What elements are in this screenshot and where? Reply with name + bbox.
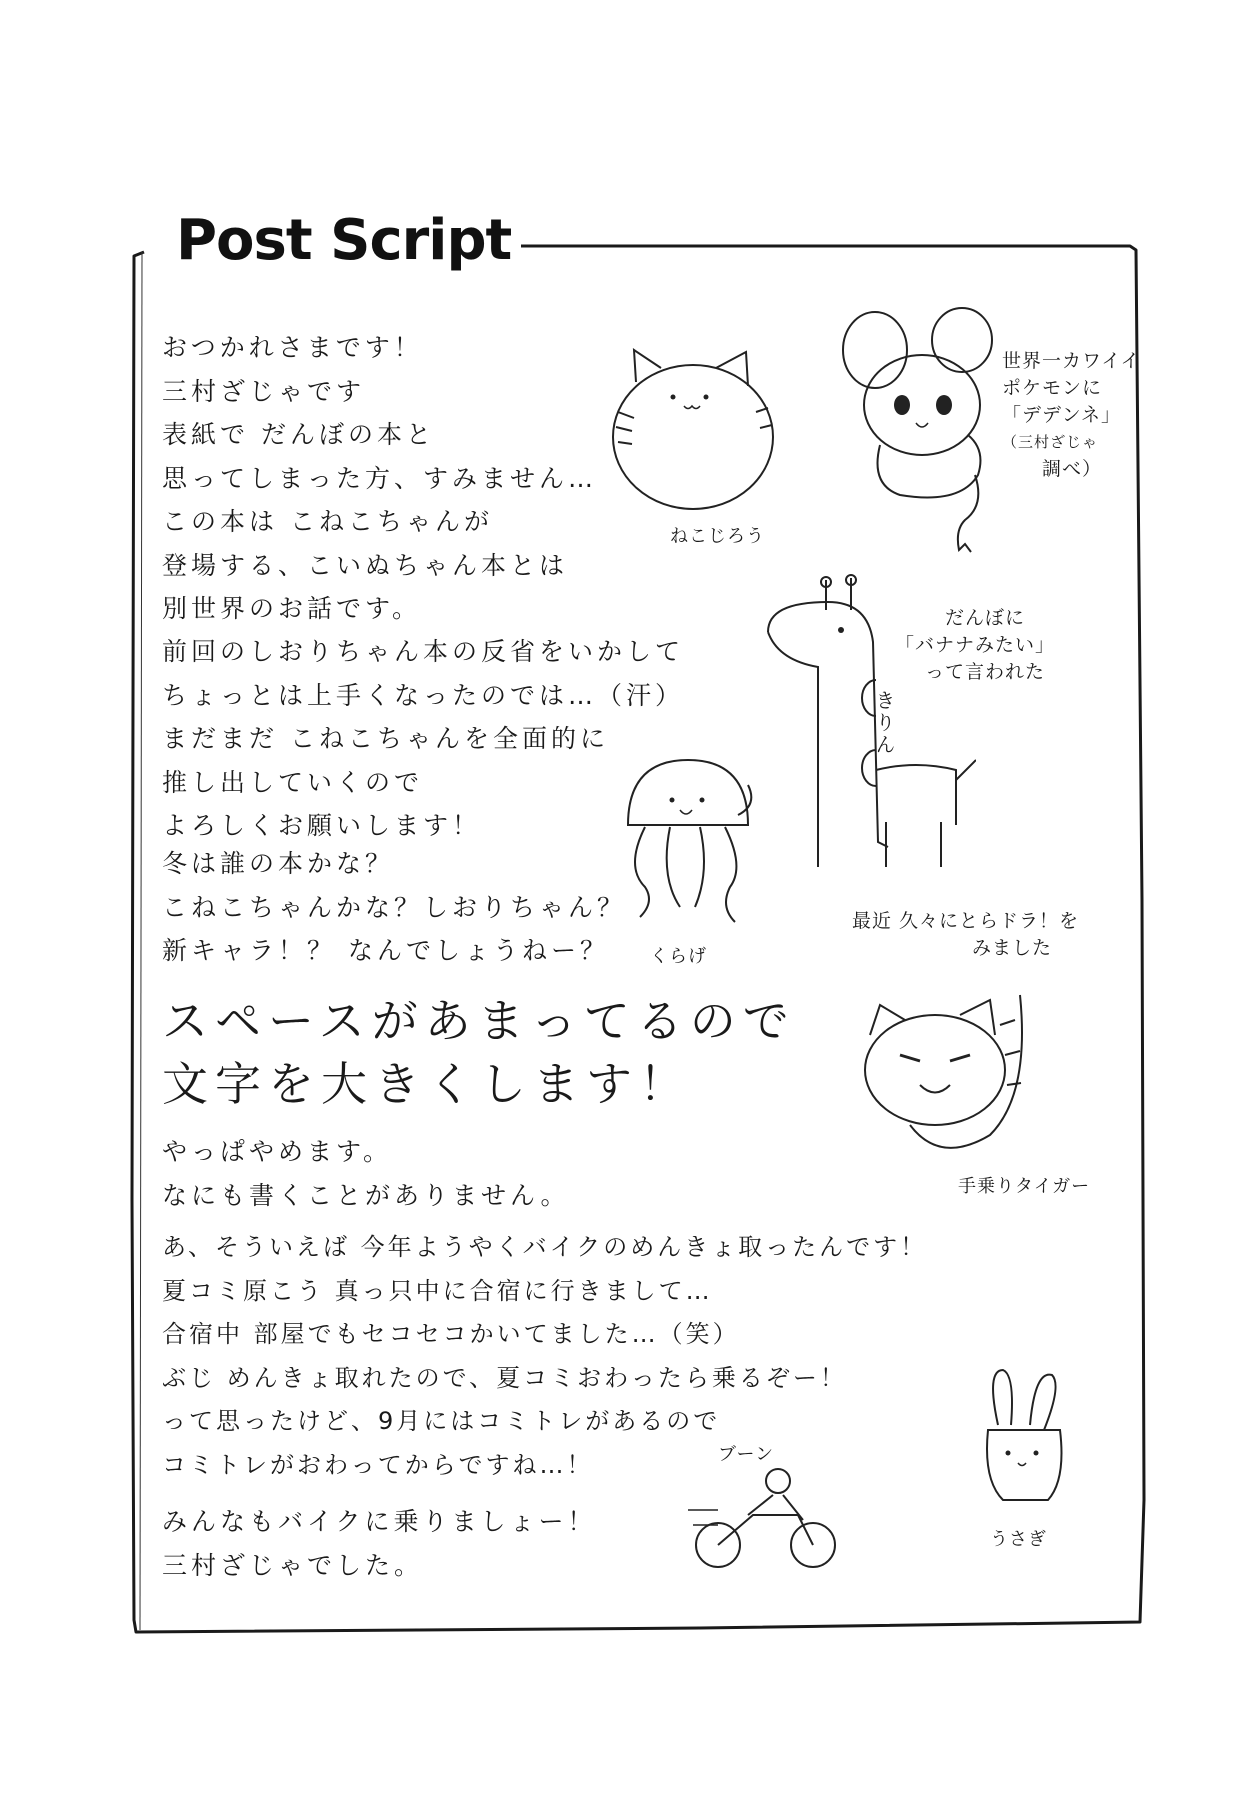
text-line: 合宿中 部屋でもセコセコかいてました…（笑） bbox=[162, 1320, 740, 1348]
text-block-big bbox=[162, 990, 796, 1116]
tiger-caption: 手乗りタイガー bbox=[958, 1176, 1091, 1197]
cat-caption: ねこじろう bbox=[670, 526, 765, 547]
text-line: おつかれさまです！ bbox=[162, 333, 423, 362]
text-line: やっぱやめます。 bbox=[162, 1137, 393, 1166]
note-line: 「デデンネ」 bbox=[1002, 404, 1122, 426]
motorbike-sketch bbox=[688, 1465, 848, 1575]
text-block-reflection bbox=[162, 630, 684, 848]
text-line: まだまだ こねこちゃんを全面的に bbox=[162, 724, 609, 753]
text-line: 思ってしまった方、すみません… bbox=[162, 463, 598, 493]
text-line: って思ったけど、9月にはコミトレがあるので bbox=[162, 1407, 721, 1435]
note-line: って言われた bbox=[925, 661, 1046, 683]
jellyfish-caption: くらげ bbox=[650, 946, 707, 967]
text-block-nevermind bbox=[162, 1130, 570, 1217]
round-cat-sketch bbox=[606, 342, 786, 517]
text-line: なにも書くことがありません。 bbox=[162, 1180, 570, 1210]
mouse-sketch bbox=[840, 305, 1005, 555]
bike-sound: ブーン bbox=[718, 1444, 775, 1465]
giraffe-note bbox=[895, 605, 1055, 686]
text-line: ぶじ めんきょ取れたので、夏コミおわったら乗るぞー！ bbox=[162, 1363, 847, 1392]
tiger-sketch bbox=[850, 985, 1070, 1175]
text-line: 新キャラ！？ なんでしょうねー？ bbox=[162, 936, 609, 965]
text-line: 冬は誰の本かな？ bbox=[162, 849, 395, 878]
text-line: みんなもバイクに乗りましょー！ bbox=[162, 1507, 597, 1536]
giraffe-label: きりん bbox=[872, 690, 896, 756]
text-line: 三村ざじゃでした。 bbox=[162, 1550, 424, 1580]
tiger-note bbox=[852, 908, 1079, 962]
text-line: あ、そういえば 今年ようやくバイクのめんきょ取ったんです！ bbox=[162, 1233, 928, 1261]
text-line: 推し出していくので bbox=[162, 767, 424, 797]
note-line: 世界一カワイイ bbox=[1002, 350, 1141, 372]
text-line: ちょっとは上手くなったのでは…（汗） bbox=[162, 680, 685, 710]
text-line: コミトレがおわってからですね…！ bbox=[162, 1450, 594, 1479]
text-line: 前回のしおりちゃん本の反省をいかして bbox=[162, 637, 685, 666]
text-line: この本は こねこちゃんが bbox=[162, 507, 493, 536]
jellyfish-sketch bbox=[620, 755, 760, 945]
note-line: 調べ） bbox=[1042, 458, 1103, 480]
rabbit-caption: うさぎ bbox=[990, 1529, 1047, 1550]
text-line: 登場する、こいぬちゃん本とは bbox=[162, 550, 569, 580]
mouse-note bbox=[1002, 348, 1140, 483]
text-block-winter bbox=[162, 842, 626, 973]
rabbit-sketch bbox=[968, 1365, 1078, 1515]
text-line: 表紙で だんぼの本と bbox=[162, 420, 435, 449]
text-line: よろしくお願いします！ bbox=[162, 811, 482, 840]
text-line: 夏コミ原こう 真っ只中に合宿に行きまして… bbox=[162, 1276, 713, 1305]
note-line: だんぼに bbox=[945, 607, 1026, 629]
text-block-greeting bbox=[162, 326, 597, 631]
text-block-closing bbox=[162, 1500, 597, 1587]
text-line: こねこちゃんかな？しおりちゃん？ bbox=[162, 892, 627, 922]
text-line: 三村ざじゃです bbox=[162, 376, 366, 406]
big-text-line: 文字を大きくします！ bbox=[162, 1057, 692, 1111]
note-line: みました bbox=[972, 937, 1053, 959]
note-line: ポケモンに bbox=[1002, 377, 1103, 399]
note-line: （三村ざじゃ bbox=[1002, 433, 1099, 451]
text-line: 別世界のお話です。 bbox=[162, 594, 422, 623]
big-text-line: スペースがあまってるので bbox=[162, 994, 796, 1048]
note-line: 最近 久々にとらドラ！を bbox=[852, 910, 1080, 932]
page-title: Post Script bbox=[166, 208, 521, 273]
text-block-bike-license bbox=[162, 1226, 927, 1487]
note-line: 「バナナみたい」 bbox=[895, 634, 1056, 656]
